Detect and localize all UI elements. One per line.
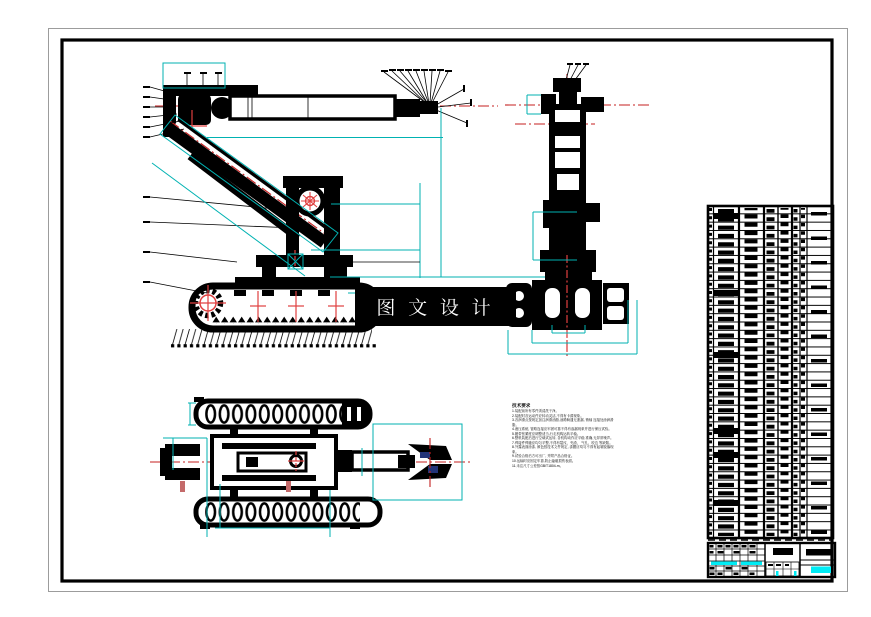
notes-line: 6.整机装配后进行空载试运转, 各机构动作应平稳 准确,无异常噪声。 — [512, 436, 614, 441]
track-link-leaders — [172, 329, 372, 345]
notes-line: 7.焊接件焊缝应均匀平整,不得有裂纹、夹渣、 气孔、咬边 等缺陷。 — [512, 440, 613, 445]
notes-line: 8.外露表面涂漆, 颜色按技术文件规定, 漆膜应均匀不得有起皱脱落现象。 — [512, 445, 614, 454]
notes-line: 5.履带张紧度应调整适当,行走机构运转平稳。 — [512, 431, 581, 436]
watermark-text: 图 文 设 计 — [376, 298, 495, 319]
parts-list-table — [708, 206, 833, 540]
top-view — [150, 397, 470, 537]
technical-notes — [512, 403, 615, 468]
notes-line: 11.未注尺寸公差按GB/T1804-m。 — [512, 463, 563, 468]
notes-line: 10.运输时应固定牢靠,防止磕碰损伤表面。 — [512, 459, 576, 464]
notes-title: 技术要求 — [512, 403, 531, 408]
notes-line: 3.各润滑点按规定加注润滑油脂,油路畅通无泄漏, 销轴 连接处涂润滑脂。 — [512, 418, 614, 427]
drawing-number-blob — [806, 549, 831, 556]
notes-line: 9.试验合格后方可出厂, 并附产品合格证。 — [512, 454, 575, 459]
revision-highlight-1 — [711, 562, 737, 566]
notes-line: 4.液压系统, 管路连接应牢固可靠不得有渗漏现象并进行保压试验。 — [512, 427, 612, 432]
revision-highlight-2 — [741, 562, 762, 566]
title-block-text-blobs — [710, 545, 756, 575]
track-link-ticks — [170, 343, 376, 348]
drawing-title-blob — [773, 548, 793, 555]
front-view — [505, 63, 652, 357]
title-block — [708, 543, 835, 577]
notes-line: 2.装配时各运动件应转动灵活,不得有卡滞现象。 — [512, 413, 584, 418]
scale-highlight — [811, 567, 831, 574]
notes-line: 1.装配前所有零件须清洗干净。 — [512, 409, 559, 413]
